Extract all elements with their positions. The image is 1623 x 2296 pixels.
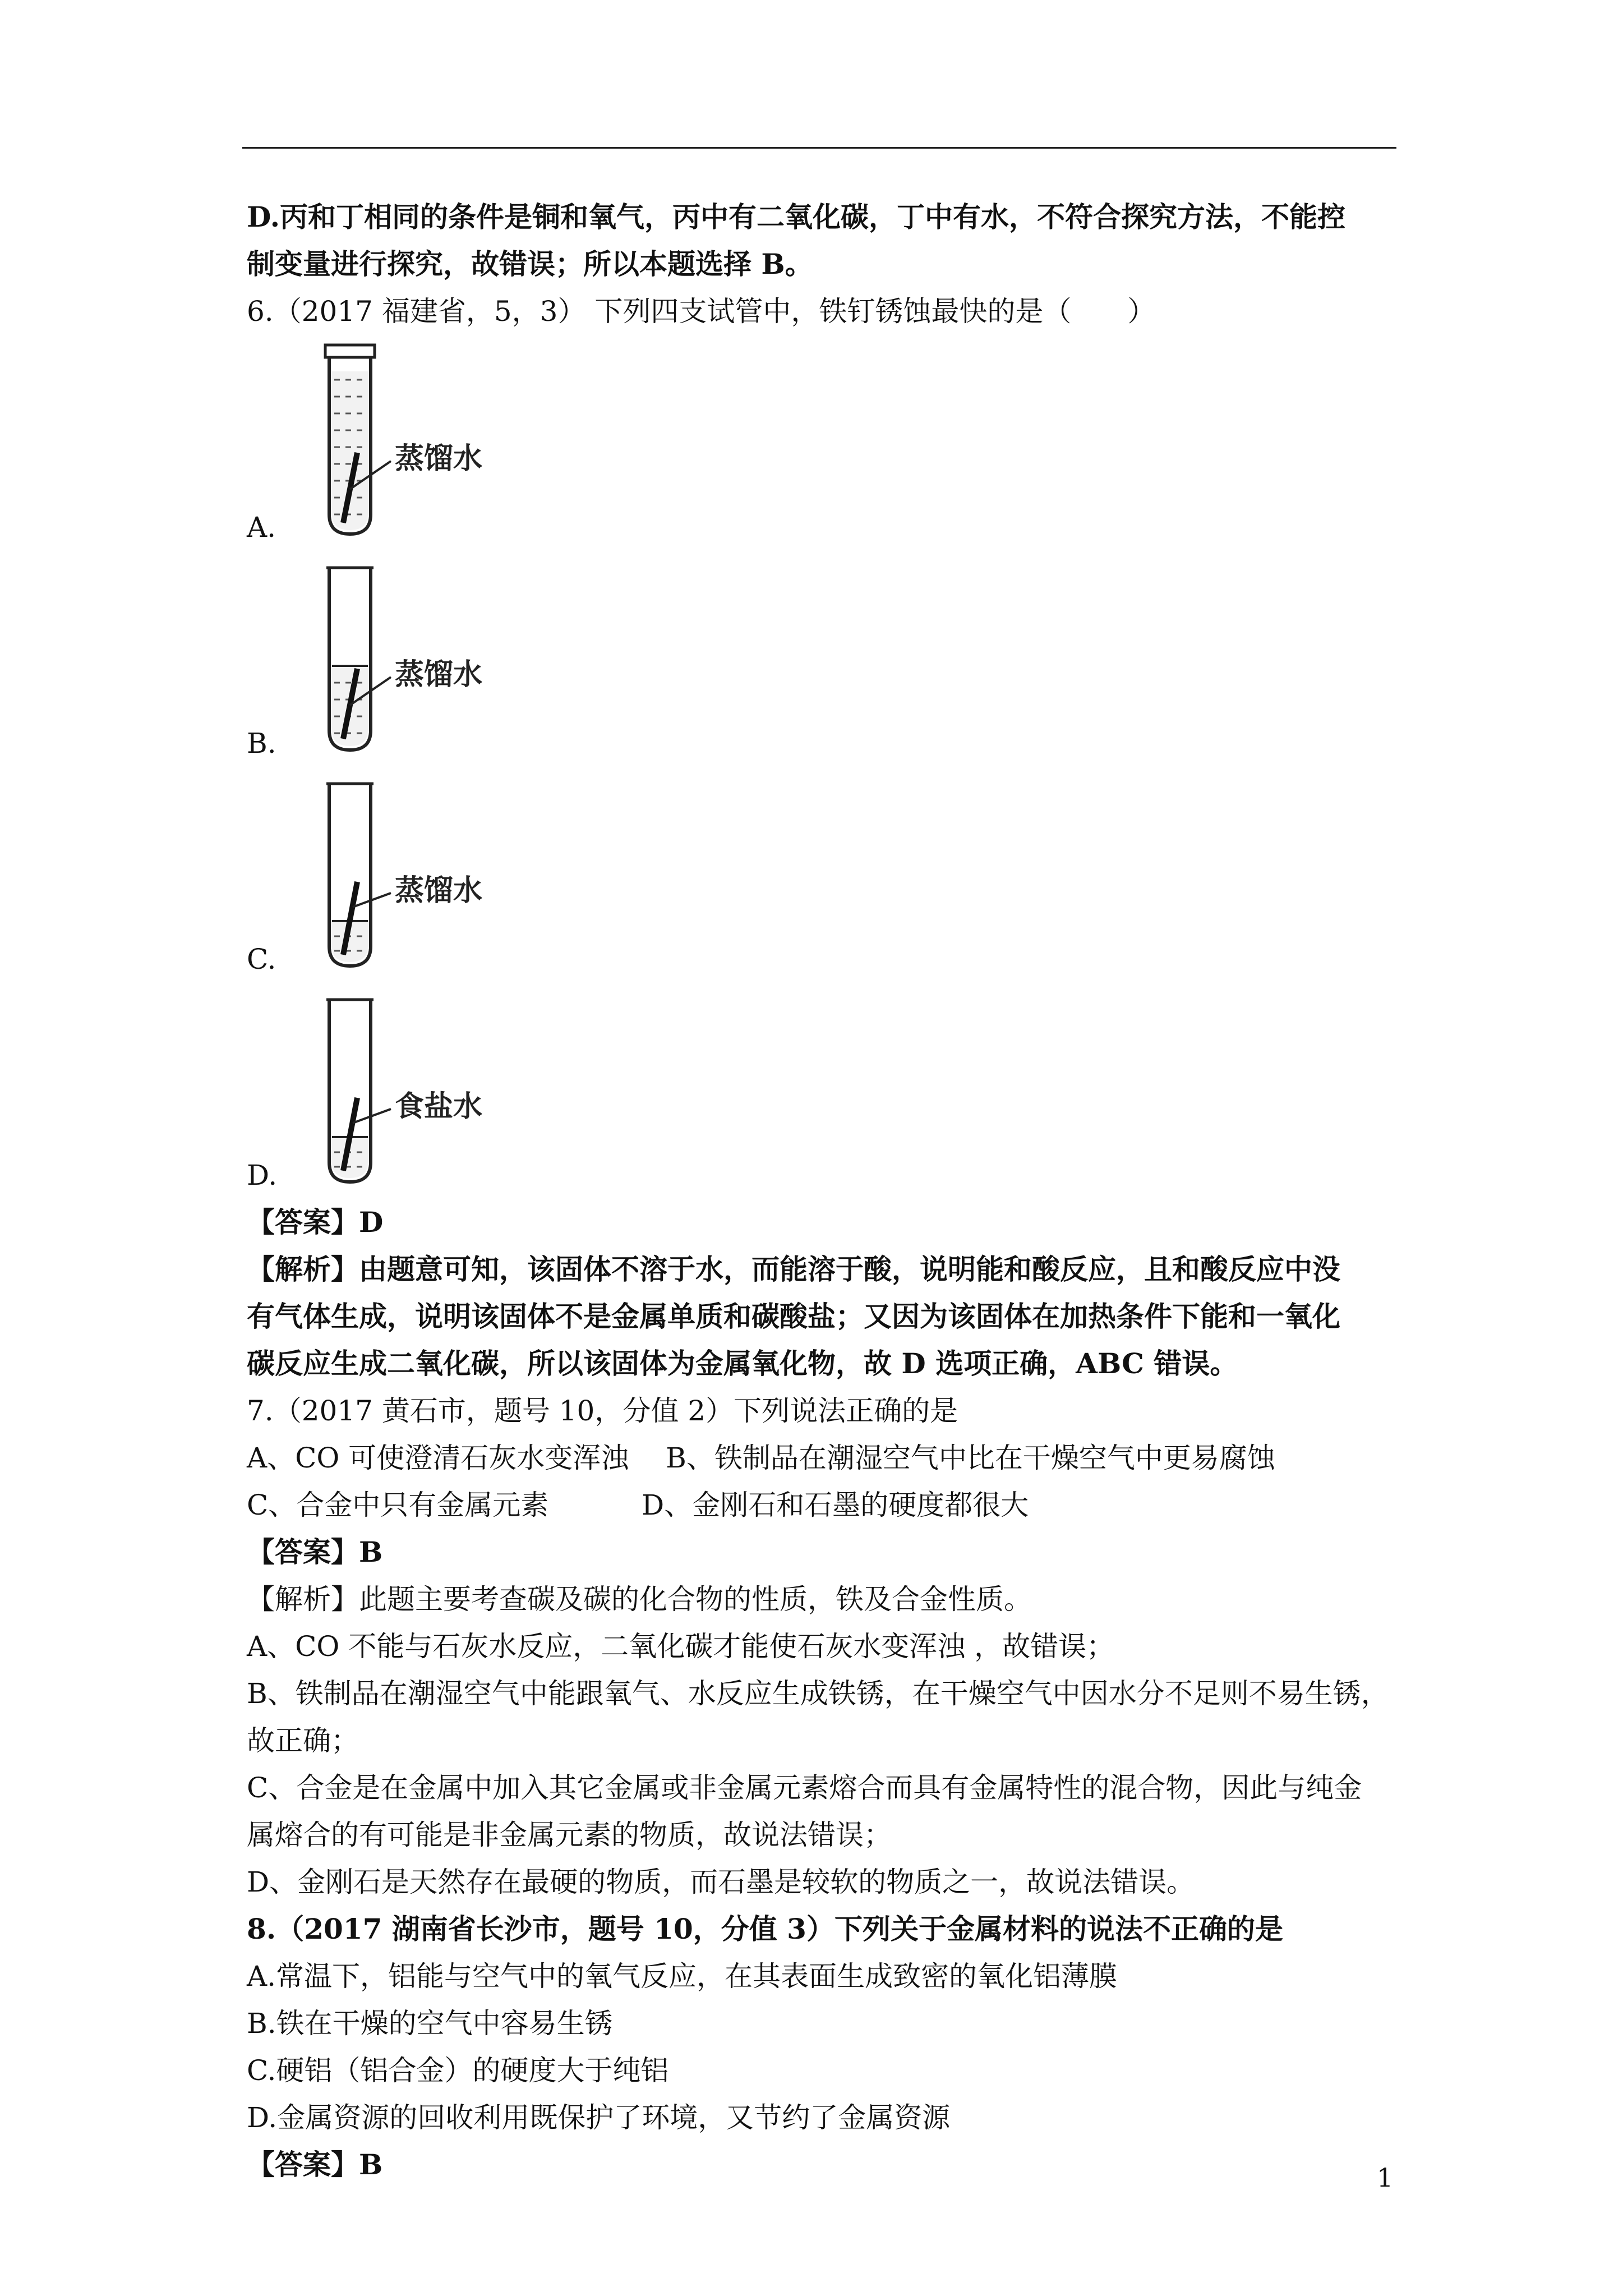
question-7-stem: 7.（2017 黄石市，题号 10，分值 2）下列说法正确的是: [247, 1395, 958, 1427]
option-c-letter: C.: [247, 943, 276, 976]
option-d-figure: [247, 983, 1396, 1199]
option-c-liquid-label: 蒸馏水: [395, 874, 483, 908]
question-6-explanation-line-2: 有气体生成，说明该固体不是金属单质和碳酸盐；又因为该固体在加热条件下能和一氧化: [247, 1300, 1340, 1333]
test-tube-c-diagram: [298, 772, 545, 980]
question-7-options-cd: C、合金中只有金属元素 D、金刚石和石墨的硬度都很大: [247, 1489, 1029, 1521]
question-8-answer: 【答案】B: [247, 2148, 383, 2181]
option-a-figure: [247, 335, 1396, 551]
question-7-explanation-b-2: 故正确；: [247, 1724, 359, 1757]
document-body: [247, 194, 1396, 2188]
stopper: [325, 345, 375, 357]
question-8-option-c: C.硬铝（铝合金）的硬度大于纯铝: [247, 2054, 669, 2087]
option-b-liquid-label: 蒸馏水: [395, 658, 483, 692]
page-number: 1: [1377, 2162, 1394, 2193]
question-7-explanation: 【解析】此题主要考查碳及碳的化合物的性质，铁及合金性质。: [247, 1583, 1032, 1616]
question-6-explanation-line-3: 碳反应生成二氧化碳，所以该固体为金属氧化物，故 D 选项正确，ABC 错误。: [247, 1347, 1238, 1380]
question-6-stem: 6.（2017 福建省，5，3） 下列四支试管中，铁钉锈蚀最快的是（ ）: [247, 295, 1156, 328]
question-7-explanation-d: D、金刚石是天然存在最硬的物质，而石墨是较软的物质之一，故说法错误。: [247, 1866, 1195, 1898]
question-8-option-a: A.常温下，铝能与空气中的氧气反应，在其表面生成致密的氧化铝薄膜: [247, 1960, 1118, 1993]
option-d-liquid-label: 食盐水: [395, 1090, 483, 1124]
option-b-letter: B.: [247, 727, 276, 760]
question-8-option-b: B.铁在干燥的空气中容易生锈: [247, 2007, 613, 2040]
question-7-explanation-a: A、CO 不能与石灰水反应，二氧化碳才能使石灰水变浑浊 ，故错误；: [247, 1630, 1115, 1663]
question-6-explanation-line-1: 【解析】由题意可知，该固体不溶于水，而能溶于酸，说明能和酸反应，且和酸反应中没: [247, 1253, 1340, 1286]
question-7-explanation-c-2: 属熔合的有可能是非金属元素的物质，故说法错误；: [247, 1819, 892, 1851]
question-7-explanation-c-1: C、合金是在金属中加入其它金属或非金属元素熔合而具有金属特性的混合物，因此与纯金: [247, 1772, 1362, 1804]
option-c-figure: [247, 767, 1396, 983]
question-8-option-d: D.金属资源的回收利用既保护了环境，又节约了金属资源: [247, 2101, 951, 2134]
question-7-answer: 【答案】B: [247, 1535, 383, 1568]
option-d-letter: D.: [247, 1159, 278, 1191]
option-d-explanation-line-1: D.丙和丁相同的条件是铜和氧气，丙中有二氧化碳，丁中有水，不符合探究方法，不能控: [247, 200, 1345, 233]
question-7-options-ab: A、CO 可使澄清石灰水变浑浊 B、铁制品在潮湿空气中比在干燥空气中更易腐蚀: [247, 1442, 1275, 1474]
header-rule: [242, 147, 1396, 149]
question-6-answer: 【答案】D: [247, 1205, 384, 1239]
question-7-explanation-b-1: B、铁制品在潮湿空气中能跟氧气、水反应生成铁锈，在干燥空气中因水分不足则不易生锈，: [247, 1677, 1389, 1710]
option-a-liquid-label: 蒸馏水: [395, 442, 483, 476]
option-b-figure: [247, 551, 1396, 767]
test-tube-a-diagram: [298, 341, 545, 548]
option-d-explanation-line-2: 制变量进行探究，故错误；所以本题选择 B。: [247, 247, 813, 280]
option-a-letter: A.: [247, 511, 276, 544]
test-tube-b-diagram: [298, 556, 545, 764]
question-8-stem: 8.（2017 湖南省长沙市，题号 10，分值 3）下列关于金属材料的说法不正确的是: [247, 1912, 1283, 1945]
test-tube-d-diagram: [298, 988, 545, 1196]
